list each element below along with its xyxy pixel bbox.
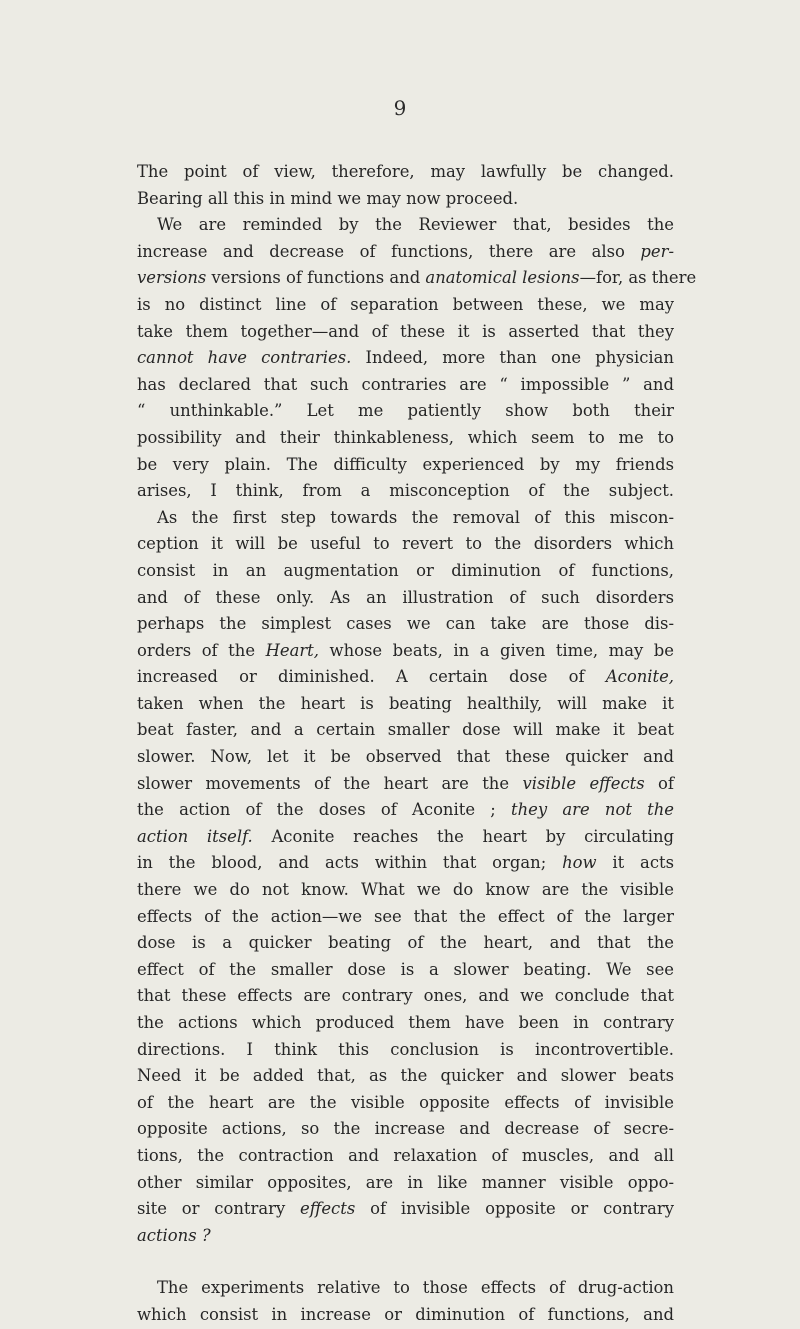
italic-run: Heart, [265, 640, 319, 660]
text-line: be very plain. The difficulty experienced by my friends [137, 454, 674, 474]
text-run: site or contrary [137, 1199, 301, 1219]
text-run: increase and decrease of functions, there are also [137, 241, 641, 261]
text-line: The experiments relative to those effects of drug-action [157, 1278, 674, 1298]
text-run: orders of the [137, 640, 266, 660]
text-line: has declared that such contraries are “ impossible ” and [137, 374, 674, 394]
text-line: is no distinct line of separation between these, we may [137, 294, 674, 314]
text-run: of invisible opposite or contrary [355, 1199, 674, 1219]
text-line: effects of the action—we see that the effect of the larger [137, 906, 674, 926]
text-line: there we do not know. What we do know are the visible [137, 880, 674, 900]
text-line [137, 239, 674, 266]
italic-run: visible effects [522, 773, 645, 793]
text-line: of the heart are the visible opposite effects of invisible [137, 1092, 674, 1112]
italic-run: how [562, 853, 597, 873]
text-line: We are reminded by the Reviewer that, besides the [157, 215, 674, 235]
text-line: effect of the smaller dose is a slower beating. We see [137, 959, 674, 979]
text-line [137, 265, 697, 292]
text-run: it acts [596, 853, 675, 873]
text-line: beat faster, and a certain smaller dose will make it beat [137, 720, 674, 740]
text-line: and of these only. As an illustration of such disorders [137, 587, 674, 607]
text-line [137, 664, 674, 691]
text-line [137, 1223, 674, 1250]
paragraph [137, 1275, 674, 1328]
italic-run: Aconite, [605, 667, 674, 687]
text-line: As the first step towards the removal of this miscon- [157, 507, 674, 527]
text-line [137, 345, 674, 372]
text-line: slower. Now, let it be observed that these quicker and [137, 747, 674, 767]
page-number: 9 [393, 96, 407, 120]
text-run: whose beats, in a given time, may be [318, 640, 674, 660]
paragraph [137, 159, 674, 212]
text-run: —for, as there [579, 268, 697, 288]
text-line: consist in an augmentation or diminution of functions, [137, 560, 674, 580]
paragraph [137, 212, 697, 505]
text-line [137, 824, 674, 851]
text-line: dose is a quicker beating of the heart, and that the [137, 933, 674, 953]
italic-run: effects [300, 1199, 356, 1219]
text-line: The point of view, therefore, may lawfully be changed. [137, 162, 674, 181]
text-line: arises, I think, from a misconception of the subject. [137, 481, 674, 501]
text-run: the action of the doses of Aconite ; [137, 800, 512, 820]
italic-run: they are not the [511, 800, 674, 820]
italic-run: versions [137, 268, 207, 288]
text-line: the actions which produced them have been in contrary [137, 1013, 674, 1032]
text-line: which consist in increase or diminution of functions, and [137, 1304, 674, 1324]
text-line: that these effects are contrary ones, and we conclude that [137, 986, 674, 1006]
text-line: directions. I think this conclusion is incontrovertible. [137, 1039, 674, 1059]
text-line: possibility and their thinkableness, which seem to me to [137, 427, 674, 447]
text-line: take them together—and of these it is asserted that they [137, 321, 674, 341]
paragraph-gap [137, 1249, 674, 1275]
text-line: other similar opposites, are in like manner visible oppo- [137, 1172, 674, 1192]
text-line: ception it will be useful to revert to the disorders which [137, 534, 674, 554]
italic-run: cannot have contraries. [137, 348, 352, 368]
text-run: of [644, 773, 674, 793]
text-run: Aconite reaches the heart by circulating [252, 826, 674, 846]
text-line: Need it be added that, as the quicker and slower beats [137, 1066, 674, 1086]
paragraph [137, 505, 674, 1250]
text-line: opposite actions, so the increase and decrease of secre- [137, 1119, 674, 1139]
italic-run: actions ? [137, 1225, 211, 1245]
text-line [137, 797, 674, 824]
text-run: slower movements of the heart are the [137, 773, 523, 793]
italic-run: action itself. [137, 826, 253, 846]
text-run: in the blood, and acts within that organ; [137, 853, 563, 873]
text-line [137, 850, 674, 877]
text-line [137, 1196, 674, 1223]
text-line: perhaps the simplest cases we can take are those dis- [137, 614, 674, 634]
text-run: Indeed, more than one physician [351, 348, 674, 368]
italic-run: per- [640, 241, 674, 261]
text-line: Bearing all this in mind we may now proceed. [137, 188, 519, 208]
text-line [137, 771, 674, 798]
text-line: tions, the contraction and relaxation of muscles, and all [137, 1145, 674, 1165]
text-line [137, 638, 674, 665]
italic-run: anatomical lesions [425, 268, 580, 288]
text-run: versions of functions and [211, 268, 426, 288]
text-run: increased or diminished. A certain dose of [137, 667, 606, 687]
text-line: taken when the heart is beating healthily, will make it [137, 693, 674, 713]
body-text [137, 159, 697, 1329]
text-line: “ unthinkable.” Let me patiently show both their [137, 401, 674, 421]
